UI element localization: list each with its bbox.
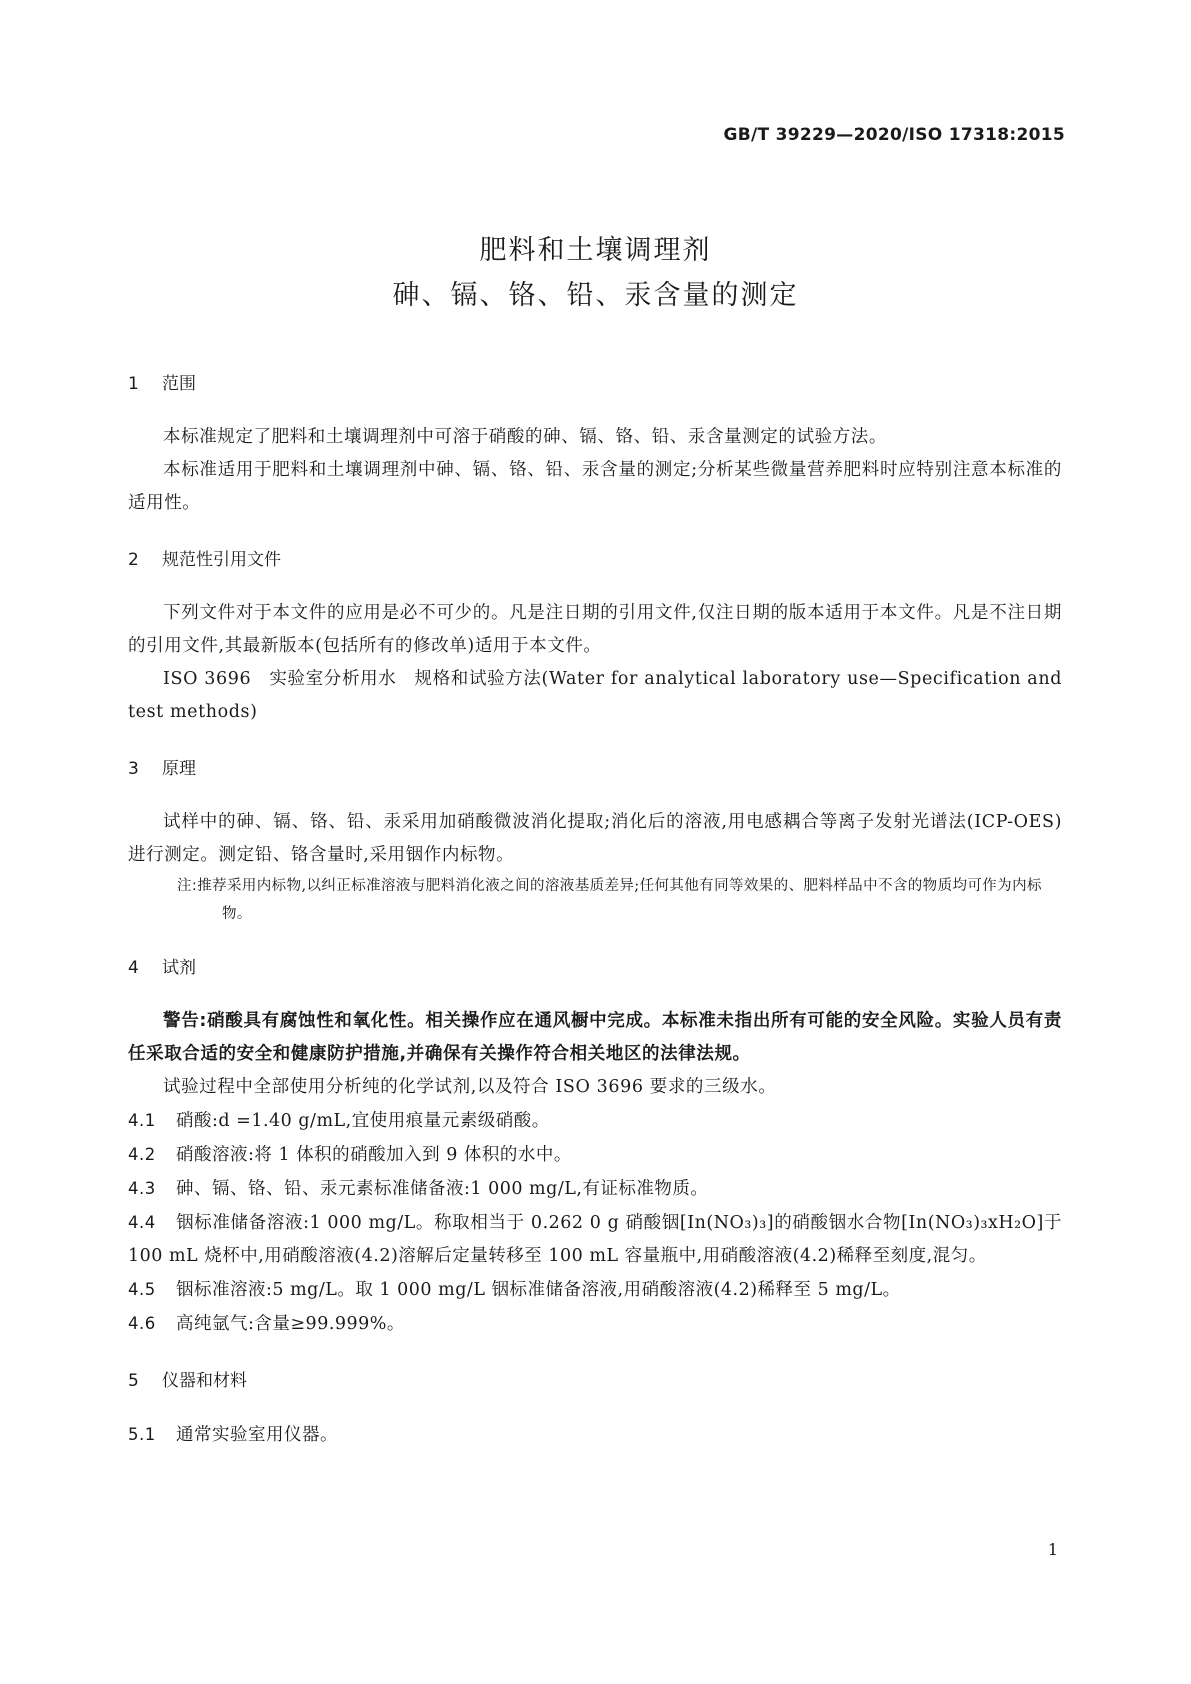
document-title xyxy=(0,228,1191,318)
apparatus-item xyxy=(128,1418,1062,1452)
reagent-item xyxy=(128,1104,1062,1138)
section-4-title: 试剂 xyxy=(162,958,196,978)
reagent-item-text: 高纯氩气:含量≥99.999%。 xyxy=(176,1314,405,1334)
reagent-item xyxy=(128,1307,1062,1341)
section-2-title: 规范性引用文件 xyxy=(162,550,281,570)
apparatus-item-text: 通常实验室用仪器。 xyxy=(176,1425,338,1445)
document-body xyxy=(128,368,1062,1452)
note-label: 注: xyxy=(177,878,198,894)
section-1-paragraph-1: 本标准规定了肥料和土壤调理剂中可溶于硝酸的砷、镉、铬、铅、汞含量测定的试验方法。 xyxy=(163,427,887,447)
section-4-heading xyxy=(128,952,1062,985)
reagent-item xyxy=(128,1206,1062,1273)
title-line-2: 砷、镉、铬、铅、汞含量的测定 xyxy=(392,280,799,311)
section-3-note xyxy=(128,872,1062,928)
reagent-item-number: 4.3 xyxy=(128,1179,156,1198)
section-3-paragraph-1: 试样中的砷、镉、铬、铅、汞采用加硝酸微波消化提取;消化后的溶液,用电感耦合等离子发射光谱法(ICP-OES)进行测定。测定铅、铬含量时,采用铟作内标物。 xyxy=(128,812,1062,865)
section-4-warning: 警告:硝酸具有腐蚀性和氧化性。相关操作应在通风橱中完成。本标准未指出所有可能的安全风险。实验人员有责任采取合适的安全和健康防护措施,并确保有关操作符合相关地区的法律法规。 xyxy=(128,1011,1062,1064)
reagent-item-number: 4.1 xyxy=(128,1111,156,1130)
section-2-paragraph-1: 下列文件对于本文件的应用是必不可少的。凡是注日期的引用文件,仅注日期的版本适用于本文件。凡是不注日期的引用文件,其最新版本(包括所有的修改单)适用于本文件。 xyxy=(128,603,1062,656)
reagent-item-number: 4.2 xyxy=(128,1145,156,1164)
apparatus-item-number: 5.1 xyxy=(128,1425,156,1444)
section-1-paragraph-2: 本标准适用于肥料和土壤调理剂中砷、镉、铬、铅、汞含量的测定;分析某些微量营养肥料时应特别注意本标准的适用性。 xyxy=(128,460,1062,513)
section-5-heading xyxy=(128,1365,1062,1398)
reagent-item-text: 铟标准溶液:5 mg/L。取 1 000 mg/L 铟标准储备溶液,用硝酸溶液(4.2)稀释至 5 mg/L。 xyxy=(176,1280,901,1300)
section-4-number: 4 xyxy=(128,958,139,978)
note-text: 推荐采用内标物,以纠正标准溶液与肥料消化液之间的溶液基质差异;任何其他有同等效果的、肥料样品中不含的物质均可作为内标物。 xyxy=(197,878,1042,922)
standard-number: GB/T 39229—2020/ISO 17318:2015 xyxy=(723,125,1065,145)
section-2-reference-iso3696: ISO 3696 实验室分析用水 规格和试验方法(Water for analytical laboratory use—Specification and test methods) xyxy=(128,669,1062,722)
reagent-item xyxy=(128,1172,1062,1206)
section-5-number: 5 xyxy=(128,1371,139,1391)
section-1-title: 范围 xyxy=(162,374,196,394)
reagent-item-number: 4.5 xyxy=(128,1280,156,1299)
reagent-item-text: 砷、镉、铬、铅、汞元素标准储备液:1 000 mg/L,有证标准物质。 xyxy=(176,1179,709,1199)
reagent-item-text: 铟标准储备溶液:1 000 mg/L。称取相当于 0.262 0 g 硝酸铟[In(NO₃)₃]的硝酸铟水合物[In(NO₃)₃xH₂O]于 100 mL 烧杯中,用硝酸溶液(4.2)溶解后定量转移至 100 mL 容量瓶中,用硝酸溶液(4.2)稀释至刻度,混匀。 xyxy=(128,1213,1062,1266)
section-2-number: 2 xyxy=(128,550,139,570)
title-line-1: 肥料和土壤调理剂 xyxy=(479,235,712,266)
section-4-paragraph-1: 试验过程中全部使用分析纯的化学试剂,以及符合 ISO 3696 要求的三级水。 xyxy=(163,1077,777,1097)
reagent-item-number: 4.4 xyxy=(128,1213,156,1232)
section-3-title: 原理 xyxy=(162,759,196,779)
reagent-item xyxy=(128,1273,1062,1307)
reagent-item-text: 硝酸:d =1.40 g/mL,宜使用痕量元素级硝酸。 xyxy=(176,1111,550,1131)
reagent-item-text: 硝酸溶液:将 1 体积的硝酸加入到 9 体积的水中。 xyxy=(176,1145,572,1165)
section-1-heading xyxy=(128,368,1062,401)
section-5-title: 仪器和材料 xyxy=(162,1371,247,1391)
section-3-number: 3 xyxy=(128,759,139,779)
page-number: 1 xyxy=(1047,1540,1058,1559)
section-1-number: 1 xyxy=(128,374,139,394)
reagent-item-number: 4.6 xyxy=(128,1314,156,1333)
section-3-heading xyxy=(128,753,1062,786)
section-2-heading xyxy=(128,544,1062,577)
reagent-item xyxy=(128,1138,1062,1172)
